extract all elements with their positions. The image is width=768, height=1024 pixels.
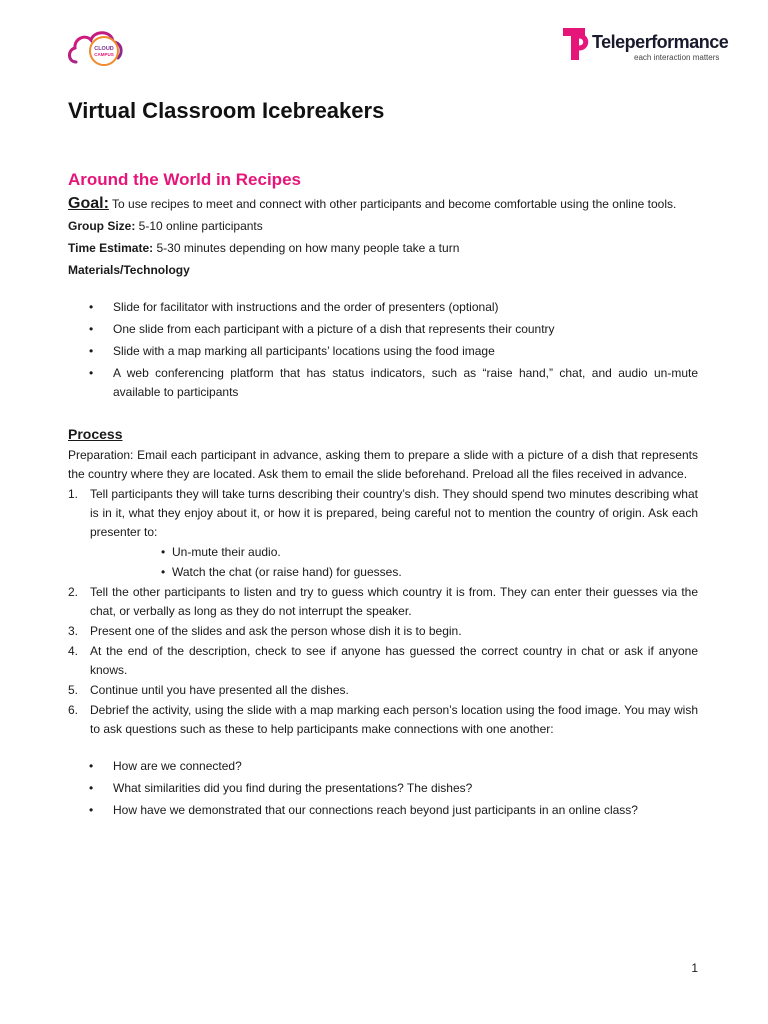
group-size-text: 5-10 online participants xyxy=(135,219,263,233)
list-item: • What similarities did you find during the presentations? The dishes? xyxy=(68,779,698,798)
brand-tagline: each interaction matters xyxy=(634,53,720,62)
step-text: Debrief the activity, using the slide with a map marking each person’s location using the food image. You may wish to ask questions such as these to help participants make connections with one another: xyxy=(90,703,698,736)
process-heading: Process xyxy=(68,426,123,442)
document-body xyxy=(68,98,698,823)
step-item xyxy=(68,681,698,700)
page-header xyxy=(64,24,732,72)
list-item: • One slide from each participant with a picture of a dish that represents their country xyxy=(68,320,698,339)
page-number: 1 xyxy=(691,961,698,975)
step-number: 1. xyxy=(68,487,79,501)
time-estimate-text: 5-30 minutes depending on how many people take a turn xyxy=(153,241,460,255)
step-item xyxy=(68,701,698,739)
brand-name: Teleperformance xyxy=(592,32,729,52)
logo-text-bottom: CAMPUS xyxy=(94,52,114,57)
step-text: At the end of the description, check to see if anyone has guessed the correct country in chat or ask if anyone knows. xyxy=(90,644,698,677)
step-item xyxy=(68,642,698,680)
step-text: Tell participants they will take turns describing their country’s dish. They should spend two minutes describing what is in it, what they enjoy about it, or how it is prepared, being careful not to mention the country of origin. Ask each presenter to: xyxy=(90,487,698,539)
list-item: • Slide with a map marking all participants’ locations using the food image xyxy=(68,342,698,361)
step-number: 5. xyxy=(68,683,79,697)
preparation-paragraph: Preparation: Email each participant in advance, asking them to prepare a slide with a picture of a dish that represents the country where they are located. Ask them to email the slide beforehand. Preload all the files received in advance. xyxy=(68,448,698,481)
step-text: Continue until you have presented all the dishes. xyxy=(90,683,349,697)
step-number: 6. xyxy=(68,703,79,717)
logo-text-top: CLOUD xyxy=(94,46,114,52)
page-title: Virtual Classroom Icebreakers xyxy=(68,98,385,123)
goal-text: To use recipes to meet and connect with other participants and become comfortable using the online tools. xyxy=(108,197,677,211)
step-item xyxy=(68,485,698,582)
debrief-questions-list xyxy=(68,757,698,820)
list-item: • Slide for facilitator with instructions and the order of presenters (optional) xyxy=(68,298,698,317)
teleperformance-logo xyxy=(562,26,732,66)
time-estimate-paragraph xyxy=(68,239,698,258)
step-number: 3. xyxy=(68,624,79,638)
group-size-paragraph xyxy=(68,217,698,236)
time-estimate-label: Time Estimate: xyxy=(68,241,154,255)
list-item: • How are we connected? xyxy=(68,757,698,776)
step-item xyxy=(68,622,698,641)
presenter-instructions xyxy=(90,543,698,582)
step-text: Present one of the slides and ask the person whose dish it is to begin. xyxy=(90,624,462,638)
goal-paragraph xyxy=(68,194,698,214)
materials-list xyxy=(68,298,698,402)
cloud-campus-logo-icon xyxy=(66,24,126,70)
step-number: 2. xyxy=(68,585,79,599)
teleperformance-mark-icon xyxy=(562,26,590,62)
list-item: • A web conferencing platform that has status indicators, such as “raise hand,” chat, and audio un-mute available to participants xyxy=(68,364,698,402)
step-number: 4. xyxy=(68,644,79,658)
list-item: • Watch the chat (or raise hand) for guesses. xyxy=(90,563,698,582)
step-item xyxy=(68,583,698,621)
group-size-label: Group Size: xyxy=(68,219,136,233)
goal-label: Goal: xyxy=(68,195,109,212)
list-item: • Un-mute their audio. xyxy=(90,543,698,562)
activity-title: Around the World in Recipes xyxy=(68,170,301,189)
step-text: Tell the other participants to listen and try to guess which country it is from. They can enter their guesses via the chat, or verbally as long as they do not interrupt the speaker. xyxy=(90,585,698,618)
process-steps xyxy=(68,485,698,739)
materials-heading: Materials/Technology xyxy=(68,263,190,277)
list-item: • How have we demonstrated that our connections reach beyond just participants in an online class? xyxy=(68,801,698,820)
